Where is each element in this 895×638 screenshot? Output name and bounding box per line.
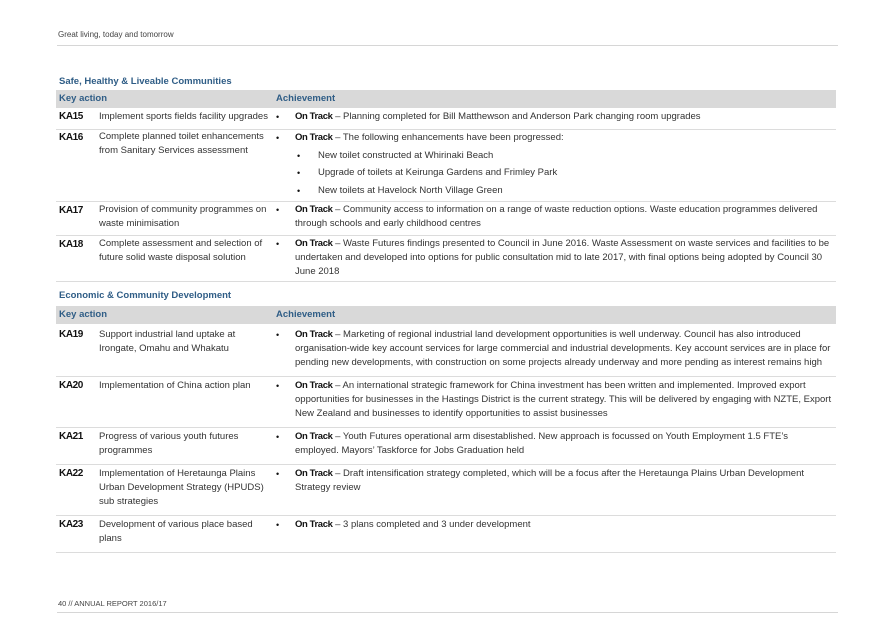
key-action-code: KA20 <box>59 380 83 391</box>
bullet-icon: • <box>276 133 280 143</box>
achievement-detail: – Youth Futures operational arm disestablished. New approach is focussed on Youth Employment 1.5 FTE’s employed. Mayors’ Taskforce for Jobs Graduation held <box>295 431 789 456</box>
section-title-safe-healthy: Safe, Healthy & Liveable Communities <box>59 76 232 87</box>
achievement-detail: – Planning completed for Bill Matthewson and Anderson Park changing room upgrades <box>332 111 701 122</box>
status-label: On Track <box>295 238 333 249</box>
table-row <box>56 108 836 130</box>
bullet-icon: • <box>297 168 301 178</box>
bullet-icon: • <box>276 381 280 391</box>
key-action-description: Progress of various youth futures programmes <box>99 431 239 456</box>
achievement-detail: – Marketing of regional industrial land development opportunities is well underway. Council has also introduced organisation-wide key account services for large commercial and industrial developments. Key account services are in place for pending new developments, with construction on some projects already underway and more pending as interest remains high <box>295 329 831 368</box>
sub-list-text: New toilets at Havelock North Village Green <box>318 185 503 196</box>
header-divider <box>57 45 838 46</box>
achievement-text <box>295 328 832 370</box>
achievement-cell <box>276 131 832 201</box>
table-row <box>56 326 836 377</box>
bullet-icon: • <box>276 239 280 249</box>
bullet-icon: • <box>297 186 301 196</box>
section-title-economic-community: Economic & Community Development <box>59 290 232 301</box>
key-action-code: KA21 <box>59 431 83 442</box>
table-row <box>56 130 836 202</box>
status-label: On Track <box>295 431 333 442</box>
key-action-description: Implementation of Heretaunga Plains Urban Development Strategy (HPUDS) sub strategies <box>99 468 264 507</box>
achievement-detail: – The following enhancements have been progressed: <box>332 132 564 143</box>
achievement-text <box>295 430 832 458</box>
sub-list-text: New toilet constructed at Whirinaki Beach <box>318 150 494 161</box>
table-header-economic-community <box>56 306 836 324</box>
key-action-code: KA22 <box>59 468 83 479</box>
status-label: On Track <box>295 380 333 391</box>
status-label: On Track <box>295 111 333 122</box>
table-row <box>56 516 836 553</box>
column-header-achievement: Achievement <box>276 309 336 320</box>
key-action-code: KA16 <box>59 132 83 143</box>
achievement-detail: – Community access to information on a range of waste reduction options. Waste education programmes delivered through schools and early childhood centres <box>295 204 818 229</box>
table-row <box>56 428 836 465</box>
table-row <box>56 236 836 282</box>
page-header-tagline: Great living, today and tomorrow <box>58 30 174 39</box>
bullet-icon: • <box>276 330 280 340</box>
achievement-text <box>295 110 832 124</box>
page-footer-label: 40 // ANNUAL REPORT 2016/17 <box>58 599 167 608</box>
table-row <box>56 377 836 428</box>
column-header-key-action: Key action <box>59 309 108 320</box>
key-action-description: Provision of community programmes on waste minimisation <box>99 204 267 229</box>
achievement-text <box>295 203 832 231</box>
table-row <box>56 465 836 516</box>
table-header-safe-healthy <box>56 90 836 108</box>
bullet-icon: • <box>276 520 280 530</box>
key-action-description: Implementation of China action plan <box>99 380 251 391</box>
column-header-key-action: Key action <box>59 93 108 104</box>
sub-list-text: Upgrade of toilets at Keirunga Gardens and Frimley Park <box>318 167 558 178</box>
key-action-code: KA19 <box>59 329 83 340</box>
status-label: On Track <box>295 519 333 530</box>
achievement-text <box>295 379 832 421</box>
bullet-icon: • <box>276 469 280 479</box>
achievement-text <box>295 237 832 279</box>
key-action-code: KA23 <box>59 519 83 530</box>
key-action-code: KA18 <box>59 239 83 250</box>
bullet-icon: • <box>276 112 280 122</box>
achievement-text <box>295 131 832 145</box>
bullet-icon: • <box>276 432 280 442</box>
key-action-description: Implement sports fields facility upgrades <box>99 111 268 122</box>
status-label: On Track <box>295 132 333 143</box>
key-action-description: Complete planned toilet enhancements from Sanitary Services assessment <box>99 131 264 156</box>
achievement-text <box>295 467 832 495</box>
achievement-detail: – Draft intensification strategy completed, which will be a focus after the Heretaunga Plains Urban Development Strategy review <box>295 468 805 493</box>
column-header-achievement: Achievement <box>276 93 336 104</box>
achievement-detail: – Waste Futures findings presented to Council in June 2016. Waste Assessment on waste services and facilities to be undertaken and developed into options for public consultation mid to late 2017, with final options being adopted by Council 30 June 2018 <box>295 238 830 277</box>
status-label: On Track <box>295 204 333 215</box>
achievement-detail: – An international strategic framework for China investment has been written and implemented. Improved export opportunities for businesses in the Hastings District is the current strategy. This will be delivered by engaging with NZTE, Export New Zealand and businesses to identify opportunities to assist businesses <box>295 380 832 419</box>
status-label: On Track <box>295 468 333 479</box>
key-action-description: Support industrial land uptake at Irongate, Omahu and Whakatu <box>99 329 236 354</box>
achievement-detail: – 3 plans completed and 3 under development <box>332 519 531 530</box>
bullet-icon: • <box>276 205 280 215</box>
key-action-description: Development of various place based plans <box>99 519 253 544</box>
bullet-icon: • <box>297 151 301 161</box>
achievement-text <box>295 518 832 532</box>
status-label: On Track <box>295 329 333 340</box>
key-action-code: KA17 <box>59 205 83 216</box>
table-row <box>56 202 836 236</box>
key-action-code: KA15 <box>59 111 83 122</box>
footer-divider <box>57 612 838 613</box>
key-action-description: Complete assessment and selection of future solid waste disposal solution <box>99 238 263 263</box>
